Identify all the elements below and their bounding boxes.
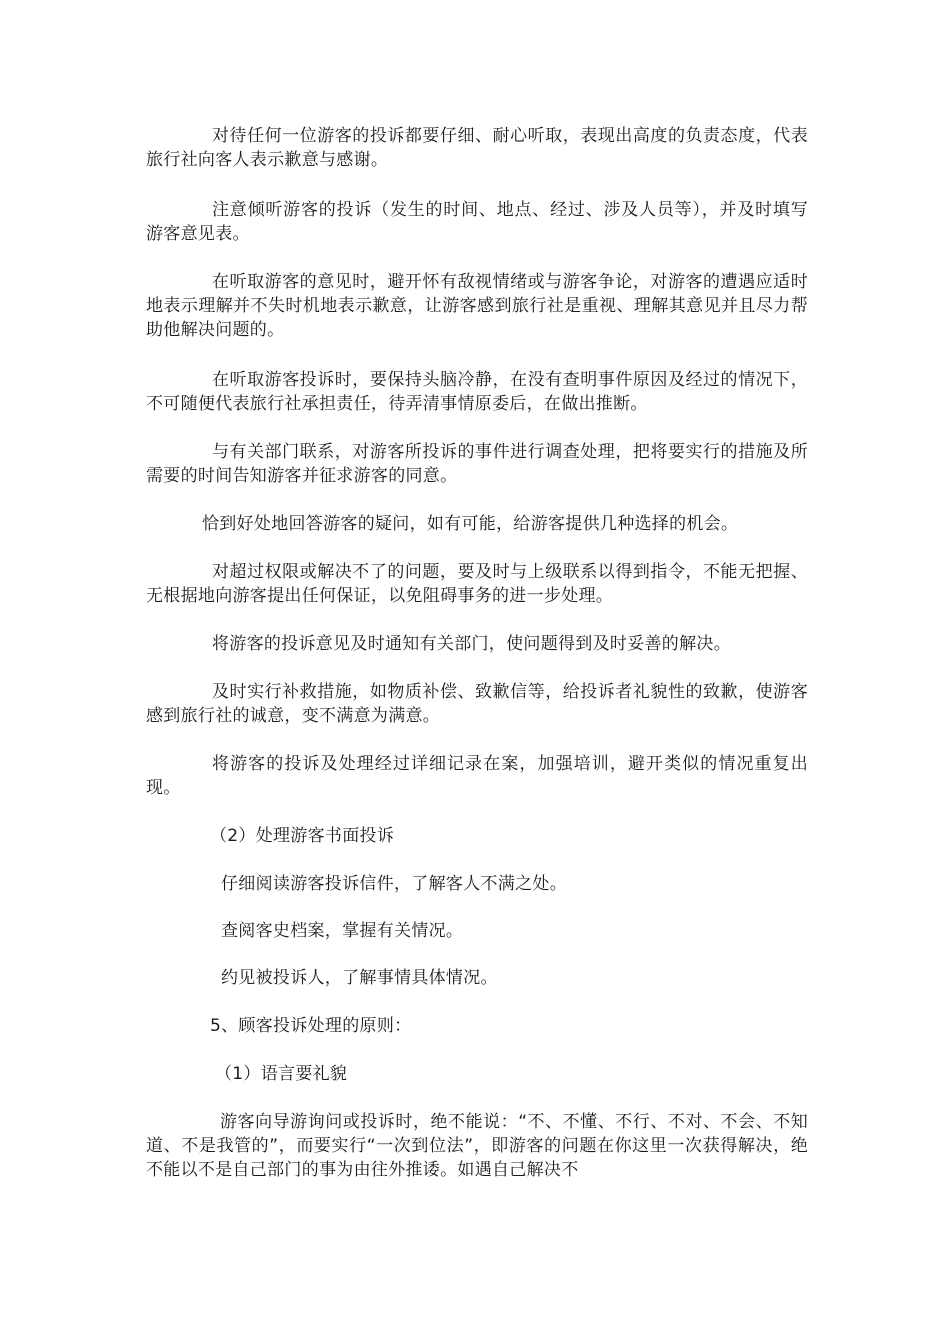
paragraph-check-archives: 查阅客史档案，掌握有关情况。	[221, 921, 464, 941]
paragraph-listen-carefully: 对待任何一位游客的投诉都要仔细、耐心听取，表现出高度的负责态度，代表旅行社向客人表示歉意与感谢。	[146, 126, 808, 170]
section-heading-principles: 5、顾客投诉处理的原则：	[210, 1016, 412, 1036]
paragraph-stay-calm: 在听取游客投诉时，要保持头脑冷静，在没有查明事件原因及经过的情况下，不可随便代表旅行社承担责任，待弄清事情原委后，在做出推断。	[146, 370, 808, 414]
paragraph-meet-person: 约见被投诉人，了解事情具体情况。	[221, 968, 498, 988]
paragraph-read-letters: 仔细阅读游客投诉信件，了解客人不满之处。	[221, 874, 567, 894]
paragraph-remedial-measures: 及时实行补救措施，如物质补偿、致歉信等，给投诉者礼貌性的致歉，使游客感到旅行社的诚意，变不满意为满意。	[146, 682, 808, 726]
paragraph-one-stop-method: 游客向导游询问或投诉时，绝不能说：“不、不懂、不行、不对、不会、不知道、不是我管的”，而要实行“一次到位法”，即游客的问题在你这里一次获得解决，绝不能以不是自己部门的事为由往外推诿。如遇自己解决不	[146, 1112, 808, 1180]
paragraph-avoid-arguing: 在听取游客的意见时，避开怀有敌视情绪或与游客争论，对游客的遭遇应适时地表示理解并不失时机地表示歉意，让游客感到旅行社是重视、理解其意见并且尽力帮助他解决问题的。	[146, 272, 808, 340]
paragraph-attentive-listening: 注意倾听游客的投诉（发生的时间、地点、经过、涉及人员等），并及时填写游客意见表。	[146, 200, 808, 244]
paragraph-notify-departments: 将游客的投诉意见及时通知有关部门，使问题得到及时妥善的解决。	[212, 634, 731, 654]
subsection-heading-polite-language: （1）语言要礼貌	[215, 1064, 348, 1084]
paragraph-contact-departments: 与有关部门联系，对游客所投诉的事件进行调查处理，把将要实行的措施及所需要的时间告知游客并征求游客的同意。	[146, 442, 808, 486]
section-heading-written-complaints: （2）处理游客书面投诉	[210, 826, 395, 846]
paragraph-answer-questions: 恰到好处地回答游客的疑问，如有可能，给游客提供几种选择的机会。	[202, 514, 739, 534]
paragraph-beyond-authority: 对超过权限或解决不了的问题，要及时与上级联系以得到指令，不能无把握、无根据地向游客提出任何保证，以免阻碍事务的进一步处理。	[146, 562, 808, 606]
paragraph-record-complaints: 将游客的投诉及处理经过详细记录在案，加强培训，避开类似的情况重复出现。	[146, 754, 808, 798]
